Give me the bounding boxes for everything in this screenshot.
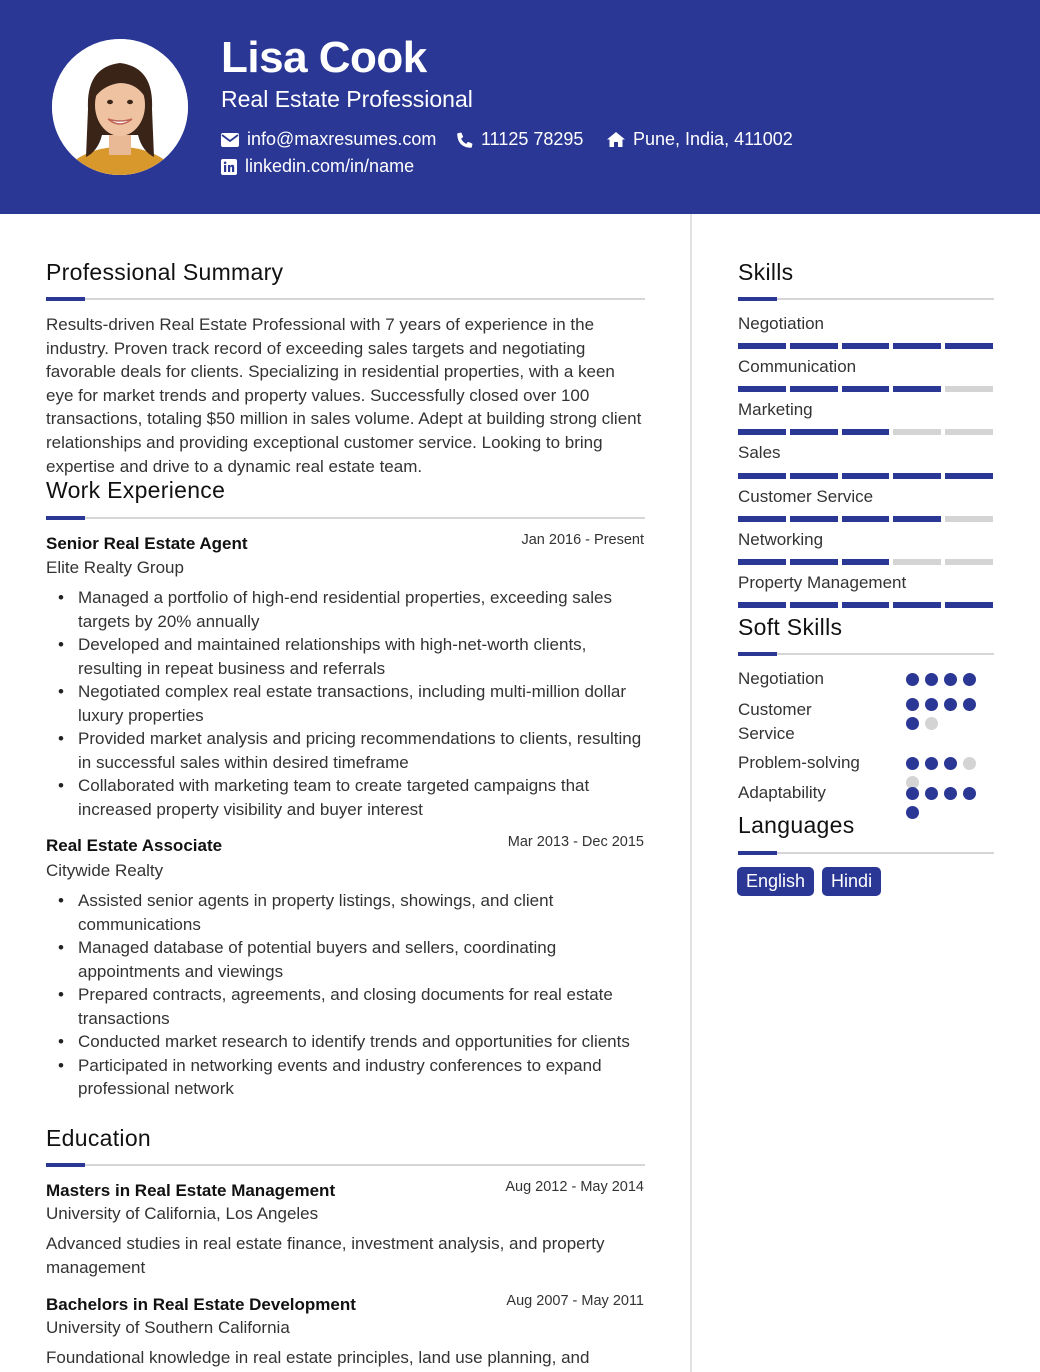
contact-email[interactable] [221,129,436,150]
rating-dot [925,717,938,730]
column-divider [690,214,692,1372]
job-date: Mar 2013 - Dec 2015 [507,834,644,850]
degree-date: Aug 2012 - May 2014 [505,1179,644,1195]
skill-level-segment [738,473,786,479]
soft-skill-rating [906,757,978,789]
contact-phone[interactable] [457,129,583,150]
rating-dot [925,787,938,800]
job-bullets [46,889,646,1101]
skill-level-segment [738,343,786,349]
languages-heading: Languages [738,812,855,838]
rating-dot [906,698,919,711]
list-item: • Participated in networking events and industry conferences to expand professional network [46,1054,646,1101]
skill-level-segment [790,343,838,349]
skill-name: Networking [738,530,824,549]
list-item: • Conducted market research to identify trends and opportunities for clients [46,1030,646,1054]
rating-dot [925,698,938,711]
location-text: Pune, India, 411002 [633,129,793,149]
skill-level-bar [738,516,993,522]
skill-level-segment [790,559,838,565]
language-badge: Hindi [822,867,881,896]
summary-rule [46,298,645,300]
school-name: University of Southern California [46,1318,290,1337]
profile-photo [52,39,188,175]
education-heading: Education [46,1125,151,1151]
summary-text: Results-driven Real Estate Professional with 7 years of experience in the industry. Proven track record of exceeding sales targets and negotiating favorable deals for clients. Specializing in residential properties, with a keen eye for market trends and property values. Successfully closed over 100 transactions, totaling $50 million in sales volume. Adept at building strong client relationships and providing exceptional customer service. Looking to bring expertise and drive to a dynamic real estate team. [46,315,642,476]
list-item: • Prepared contracts, agreements, and closing documents for real estate transactions [46,983,646,1030]
skill-name: Communication [738,357,857,376]
job-title: Real Estate Associate [46,836,223,855]
skill-level-segment [893,473,941,479]
skill-level-bar [738,429,993,435]
job-title: Senior Real Estate Agent [46,534,248,553]
phone-icon [457,132,473,148]
phone-text: 11125 78295 [481,129,584,149]
list-item: • Managed database of potential buyers and sellers, coordinating appointments and viewings [46,936,646,983]
skill-level-segment [842,429,890,435]
email-text: info@maxresumes.com [247,129,437,149]
rating-dot [906,757,919,770]
linkedin-text: linkedin.com/in/name [245,156,415,176]
skill-level-segment [945,473,993,479]
rating-dot [906,806,919,819]
skill-name: Marketing [738,400,813,419]
skill-level-segment [738,559,786,565]
degree-title: Bachelors in Real Estate Development [46,1295,356,1314]
rating-dot [963,757,976,770]
list-item: • Assisted senior agents in property listings, showings, and client communications [46,889,646,936]
skill-level-segment [893,602,941,608]
list-item: • Negotiated complex real estate transactions, including multi-million dollar luxury properties [46,680,646,727]
degree-description: Foundational knowledge in real estate principles, land use planning, and [46,1348,590,1367]
skill-name: Property Management [738,573,907,592]
candidate-title: Real Estate Professional [221,86,473,112]
soft-skill-name: Negotiation [738,669,825,688]
skill-level-segment [790,473,838,479]
rating-dot [925,673,938,686]
rating-dot [944,757,957,770]
soft-skill-rating [906,787,978,819]
degree-title: Masters in Real Estate Management [46,1181,336,1200]
job-date: Jan 2016 - Present [521,532,644,548]
skill-level-segment [945,343,993,349]
list-item: • Developed and maintained relationships with high-net-worth clients, resulting in repeat business and referrals [46,633,646,680]
experience-rule [46,517,645,519]
soft-skill-rating [906,698,978,730]
skill-level-segment [945,559,993,565]
candidate-name: Lisa Cook [221,33,427,82]
skill-level-segment [842,516,890,522]
skill-level-segment [738,516,786,522]
rating-dot [944,787,957,800]
list-item: • Managed a portfolio of high-end residential properties, exceeding sales targets by 20% annually [46,586,646,633]
rating-dot [963,787,976,800]
experience-heading: Work Experience [46,477,226,503]
skill-level-segment [842,386,890,392]
job-bullets [46,586,646,821]
rating-dot [963,673,976,686]
skill-level-segment [945,429,993,435]
contact-linkedin[interactable] [221,156,414,177]
list-item: • Provided market analysis and pricing recommendations to clients, resulting in successful sales within desired timeframe [46,727,646,774]
skill-level-bar [738,559,993,565]
job-company: Citywide Realty [46,861,164,880]
skill-level-bar [738,602,993,608]
skills-rule [738,298,994,300]
skill-level-bar [738,343,993,349]
skill-level-segment [945,602,993,608]
skill-name: Sales [738,443,781,462]
soft-skills-rule [738,653,994,655]
list-item: • Collaborated with marketing team to create targeted campaigns that increased property visibility and buyer interest [46,774,646,821]
skill-level-bar [738,473,993,479]
skill-level-segment [893,429,941,435]
soft-skills-heading: Soft Skills [738,614,843,640]
skill-level-segment [945,386,993,392]
contact-location [607,129,793,150]
language-badge: English [737,867,814,896]
skill-level-segment [945,516,993,522]
linkedin-icon [221,159,237,175]
resume-header [0,0,1040,214]
skill-level-segment [738,429,786,435]
soft-skill-name: Adaptability [738,783,826,802]
soft-skill-rating [906,673,978,686]
home-icon [607,132,625,147]
rating-dot [906,787,919,800]
skill-level-segment [790,516,838,522]
degree-description: Advanced studies in real estate finance, investment analysis, and property management [46,1234,605,1277]
soft-skill-name: Customer Service [738,700,812,743]
rating-dot [944,673,957,686]
skill-level-segment [790,386,838,392]
skill-level-segment [842,343,890,349]
job-company: Elite Realty Group [46,558,184,577]
skill-level-bar [738,386,993,392]
languages-rule [738,852,994,854]
skill-level-segment [842,559,890,565]
rating-dot [906,673,919,686]
soft-skill-name: Problem-solving [738,753,860,772]
skill-level-segment [738,386,786,392]
summary-heading: Professional Summary [46,259,284,285]
education-rule [46,1164,645,1166]
skills-heading: Skills [738,259,794,285]
skill-level-segment [893,343,941,349]
rating-dot [963,698,976,711]
school-name: University of California, Los Angeles [46,1204,319,1223]
skill-level-segment [790,429,838,435]
languages-list [737,867,881,896]
skill-level-segment [893,516,941,522]
skill-level-segment [842,602,890,608]
degree-date: Aug 2007 - May 2011 [506,1293,644,1309]
skill-level-segment [790,602,838,608]
rating-dot [906,717,919,730]
skill-level-segment [893,559,941,565]
skill-level-segment [893,386,941,392]
envelope-icon [221,133,239,147]
skill-level-segment [738,602,786,608]
skill-level-segment [842,473,890,479]
skill-name: Negotiation [738,314,825,333]
skill-name: Customer Service [738,487,874,506]
rating-dot [944,698,957,711]
rating-dot [925,757,938,770]
